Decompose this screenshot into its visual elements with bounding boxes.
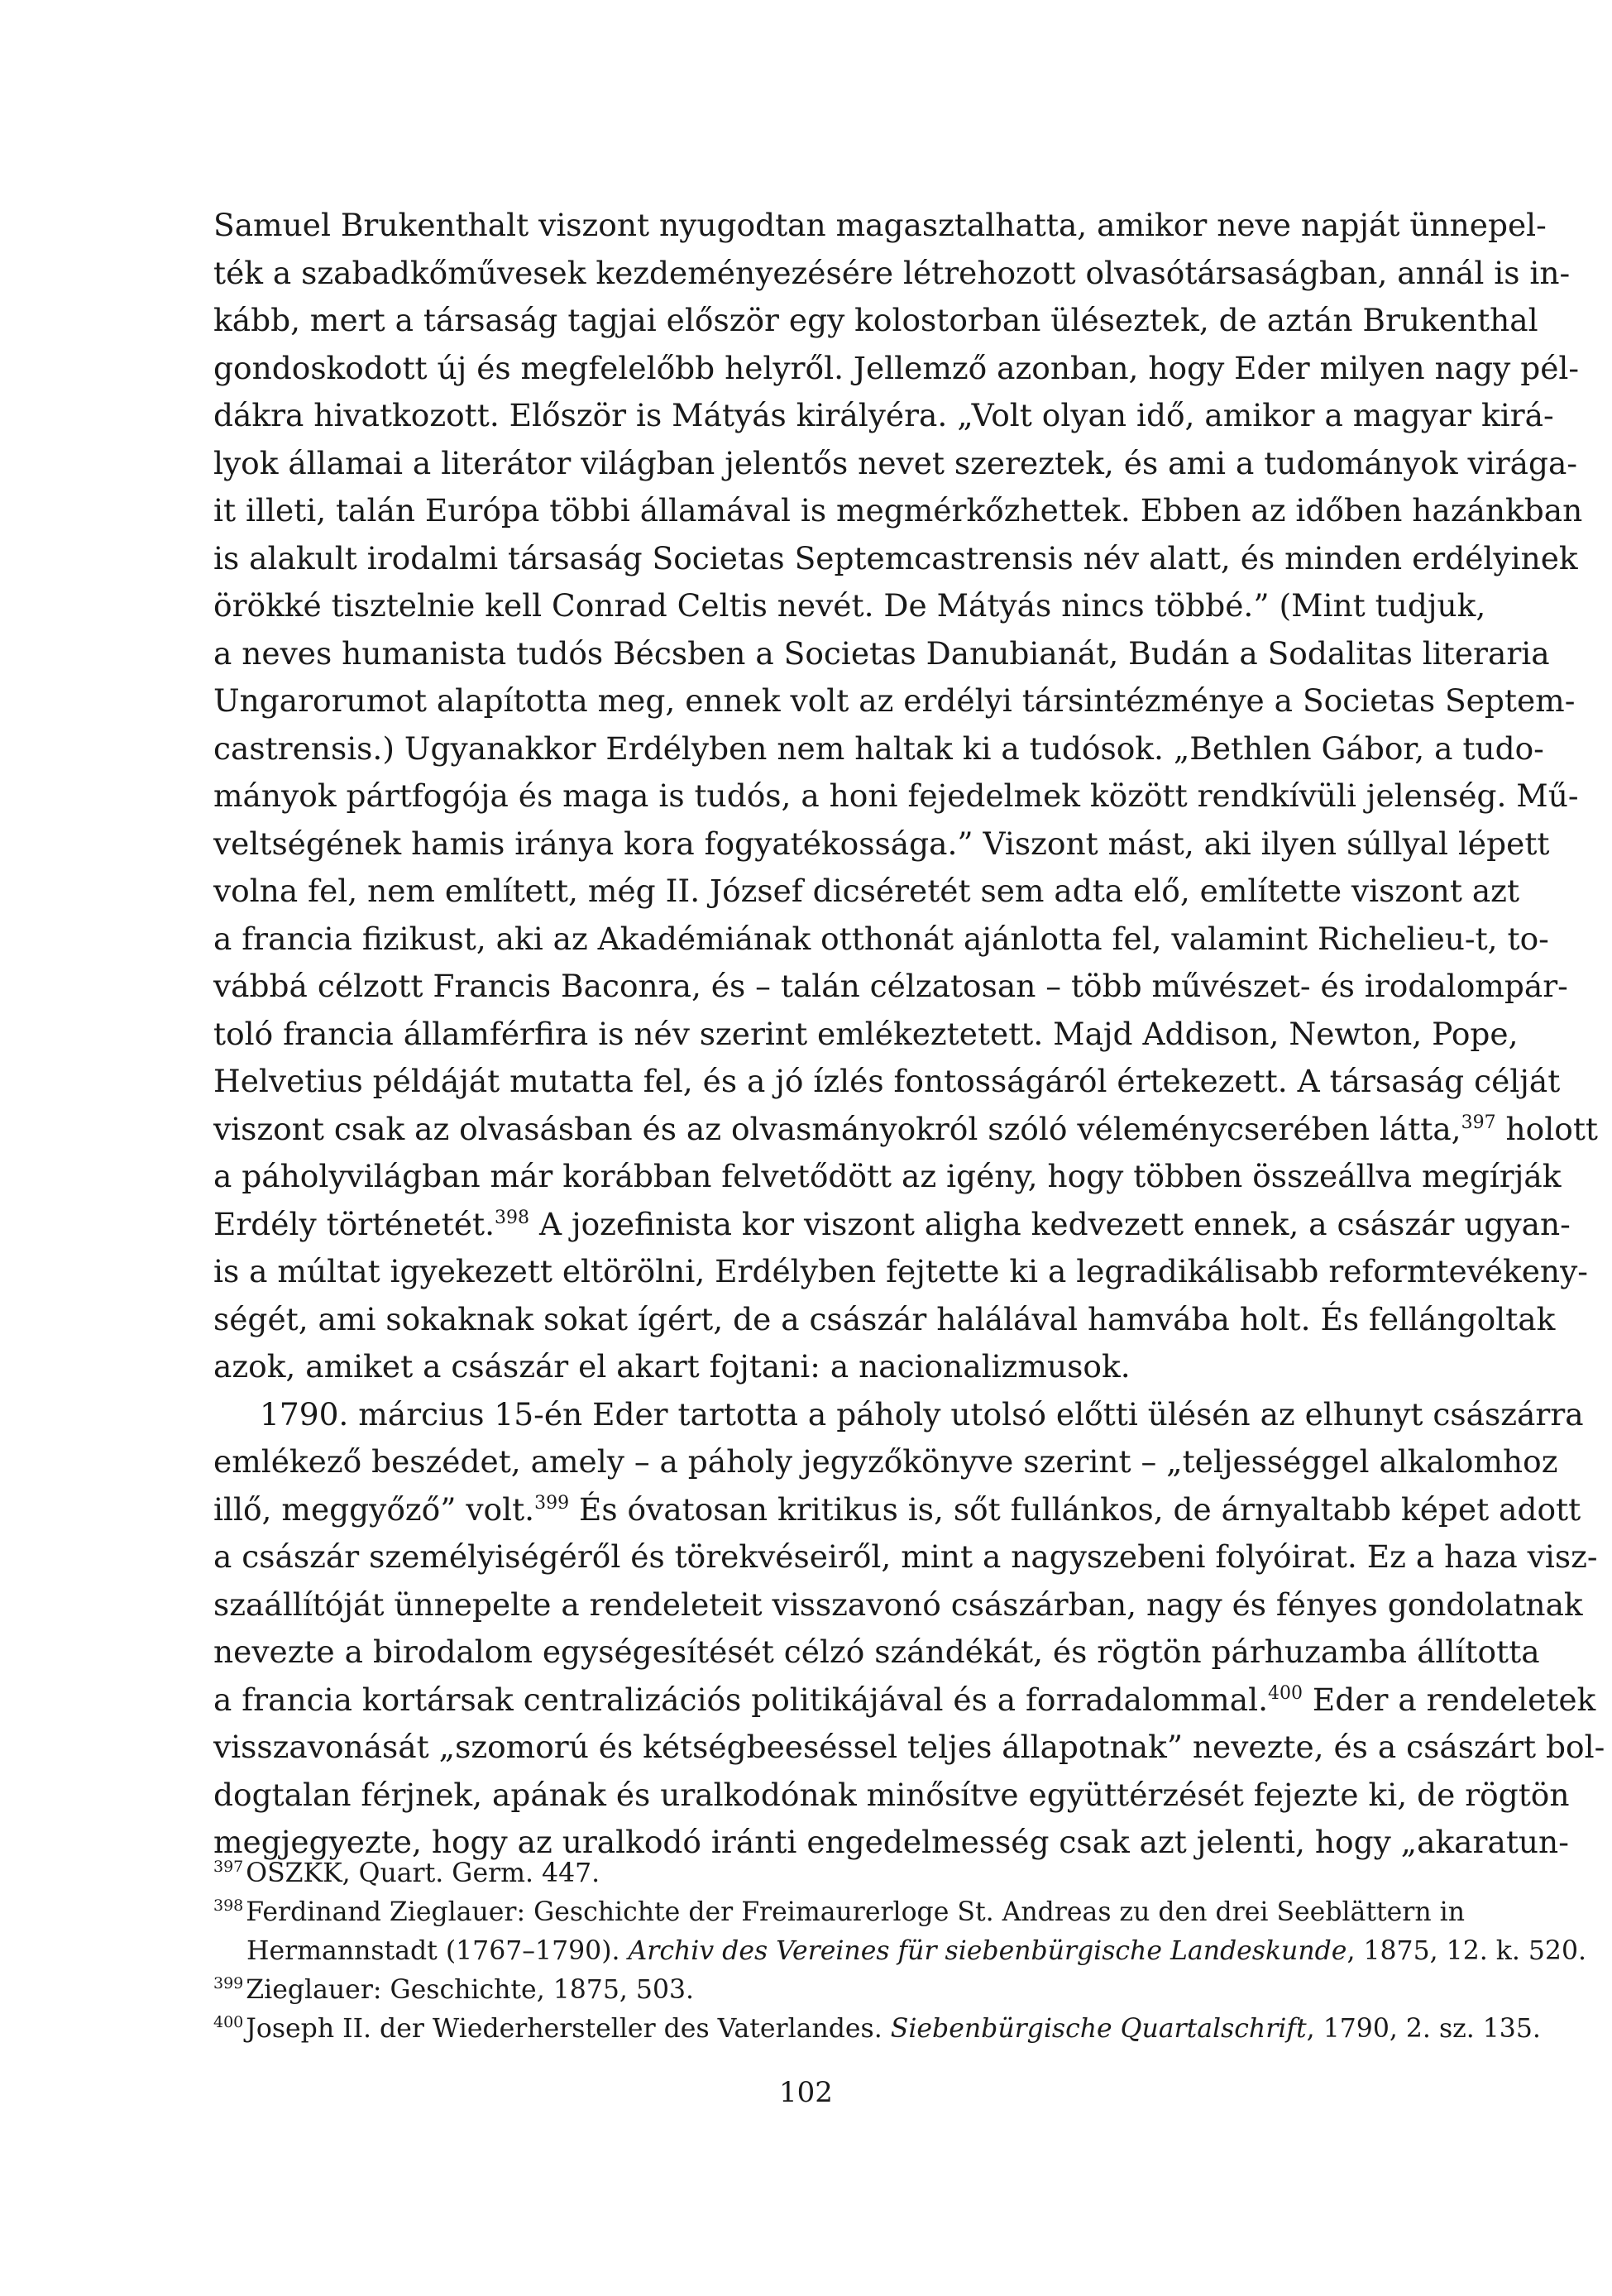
text-line: emlékező beszédet, amely – a páholy jegyzőkönyve szerint – „teljességgel alkalomhoz — [213, 1443, 1558, 1480]
footnote-text: , 1875, 12. k. 520. — [1347, 1936, 1587, 1966]
text-line: toló francia államférfira is név szerint emlékeztetett. Majd Addison, Newton, Pope, — [213, 1015, 1519, 1052]
footnote-text: Ferdinand Zieglauer: Geschichte der Freimaurerloge St. Andreas zu den drei Seeblättern in — [246, 1897, 1466, 1927]
footnote-number: 400 — [213, 2013, 244, 2031]
footnote-ref-400[interactable]: 400 — [1268, 1682, 1303, 1704]
text-line — [213, 1106, 1598, 1154]
text-line: nevezte a birodalom egységesítését célzó szándékát, és rögtön párhuzamba állította — [213, 1634, 1540, 1670]
text-line: azok, amiket a császár el akart fojtani: a nacionalizmusok. — [213, 1348, 1131, 1385]
text-line: a császár személyiségéről és törekvéseiről, mint a nagyszebeni folyóirat. Ez a haza visz- — [213, 1538, 1598, 1575]
text-line: szaállítóját ünnepelte a rendeleteit visszavonó császárban, nagy és fényes gondolatnak — [213, 1586, 1583, 1623]
text-line: gondoskodott új és megfelelőbb helyről. Jellemző azonban, hogy Eder milyen nagy pél- — [213, 349, 1580, 386]
text-line: kább, mert a társaság tagjai először egy kolostorban üléseztek, de aztán Brukenthal — [213, 302, 1538, 338]
text-line: it illeti, talán Európa többi államával is megmérkőzhettek. Ebben az időben hazánkban — [213, 492, 1583, 529]
page-number: 102 — [779, 2076, 833, 2109]
text-segment: Eder a rendeletek — [1303, 1681, 1596, 1718]
text-line: castrensis.) Ugyanakkor Erdélyben nem haltak ki a tudósok. „Bethlen Gábor, a tudo- — [213, 729, 1544, 767]
text-line: mányok pártfogója és maga is tudós, a honi fejedelmek között rendkívüli jelenség. Mű- — [213, 777, 1579, 814]
text-line: Helvetius példáját mutatta fel, és a jó ízlés fontosságáról értekezett. A társaság célját — [213, 1063, 1561, 1099]
text-line: a francia fizikust, aki az Akadémiának otthonát ajánlotta fel, valamint Richelieu-t, to- — [213, 920, 1549, 957]
text-line: volna fel, nem említett, még II. József dicséretét sem adta elő, említette viszont azt — [213, 873, 1520, 909]
text-line: a páholyvilágban már korábban felvetődött az igény, hogy többen összeállva megírják — [213, 1158, 1562, 1194]
text-segment: A jozefinista kor viszont aligha kedvezett ennek, a császár ugyan- — [529, 1205, 1571, 1242]
text-line: dogtalan férjnek, apának és uralkodónak minősítve együttérzését fejezte ki, de rögtön — [213, 1776, 1570, 1813]
text-line: Ungarorumot alapította meg, ennek volt az erdélyi társintézménye a Societas Septem- — [213, 682, 1576, 719]
footnote-ref-398[interactable]: 398 — [495, 1207, 530, 1228]
footnote-number: 397 — [213, 1858, 244, 1876]
footnote-397 — [213, 1854, 1404, 1893]
footnote-text: Zieglauer: Geschichte, 1875, 503. — [246, 1975, 695, 2005]
footnote-400 — [213, 2010, 1541, 2049]
text-line — [213, 1201, 1571, 1249]
footnote-text: , 1790, 2. sz. 135. — [1306, 2014, 1541, 2044]
text-segment: holott — [1495, 1110, 1598, 1147]
footnote-ref-399[interactable]: 399 — [534, 1492, 570, 1514]
footnote-text: Joseph II. der Wiederhersteller des Vaterlandes. — [246, 2014, 891, 2044]
footnotes — [213, 1854, 1587, 2049]
text-line: vábbá célzott Francis Baconra, és – talán célzatosan – több művészet- és irodalompár- — [213, 968, 1568, 1004]
text-segment: viszont csak az olvasásban és az olvasmányokról szóló véleménycserében látta, — [213, 1110, 1461, 1147]
text-line: megjegyezte, hogy az uralkodó iránti engedelmesség csak azt jelenti, hogy „akaratun- — [213, 1824, 1569, 1860]
text-line: örökké tisztelnie kell Conrad Celtis nevét. De Mátyás nincs többé.” (Mint tudjuk, — [213, 587, 1486, 624]
text-line: ték a szabadkőművesek kezdeményezésére létrehozott olvasótársaságban, annál is in- — [213, 254, 1571, 291]
text-line: is a múltat igyekezett eltörölni, Erdélyben fejtette ki a legradikálisabb reformtevékeny- — [213, 1253, 1588, 1289]
footnote-398 — [213, 1893, 1466, 1932]
text-segment: És óvatosan kritikus is, sőt fullánkos, de árnyaltabb képet adott — [569, 1490, 1581, 1528]
footnote-398-continued — [213, 1932, 1587, 1971]
text-line: Samuel Brukenthalt viszont nyugodtan magasztalhatta, amikor neve napját ünnepel- — [213, 207, 1547, 243]
text-line: 1790. március 15-én Eder tartotta a páholy utolsó előtti ülésén az elhunyt császárra — [260, 1395, 1584, 1433]
footnote-ref-397[interactable]: 397 — [1461, 1112, 1496, 1133]
text-line: a neves humanista tudós Bécsben a Societas Danubianát, Budán a Sodalitas literaria — [213, 634, 1550, 672]
text-line: is alakult irodalmi társaság Societas Septemcastrensis név alatt, és minden erdélyinek — [213, 539, 1578, 576]
text-segment: Erdély történetét. — [213, 1205, 495, 1242]
text-line: ségét, ami sokaknak sokat ígért, de a császár halálával hamvába holt. És fellángoltak — [213, 1300, 1556, 1337]
footnote-text: Hermannstadt (1767–1790). — [246, 1936, 629, 1966]
footnote-number: 399 — [213, 1974, 244, 1992]
footnote-journal-title: Siebenbürgische Quartalschrift — [890, 2014, 1307, 2044]
text-line: lyok államai a literátor világban jelentős nevet szereztek, és ami a tudományok virága- — [213, 444, 1578, 481]
text-line: dákra hivatkozott. Először is Mátyás királyéra. „Volt olyan idő, amikor a magyar kirá- — [213, 397, 1554, 433]
text-line — [213, 1677, 1596, 1724]
text-line: visszavonását „szomorú és kétségbeeséssel teljes állapotnak” nevezte, és a császárt bol- — [213, 1729, 1605, 1765]
text-line — [213, 1486, 1581, 1534]
footnote-text: OSZKK, Quart. Germ. 447. — [246, 1858, 600, 1888]
footnote-399 — [213, 1971, 1404, 2010]
text-line: veltségének hamis iránya kora fogyatékossága.” Viszont mást, aki ilyen súllyal lépett — [213, 825, 1550, 862]
footnote-number: 398 — [213, 1897, 244, 1915]
body-text — [213, 202, 1605, 1867]
text-segment: a francia kortársak centralizációs politikájával és a forradalommal. — [213, 1681, 1268, 1718]
footnote-journal-title: Archiv des Vereines für siebenbürgische Landeskunde — [628, 1936, 1347, 1966]
text-segment: illő, meggyőző” volt. — [213, 1490, 535, 1528]
